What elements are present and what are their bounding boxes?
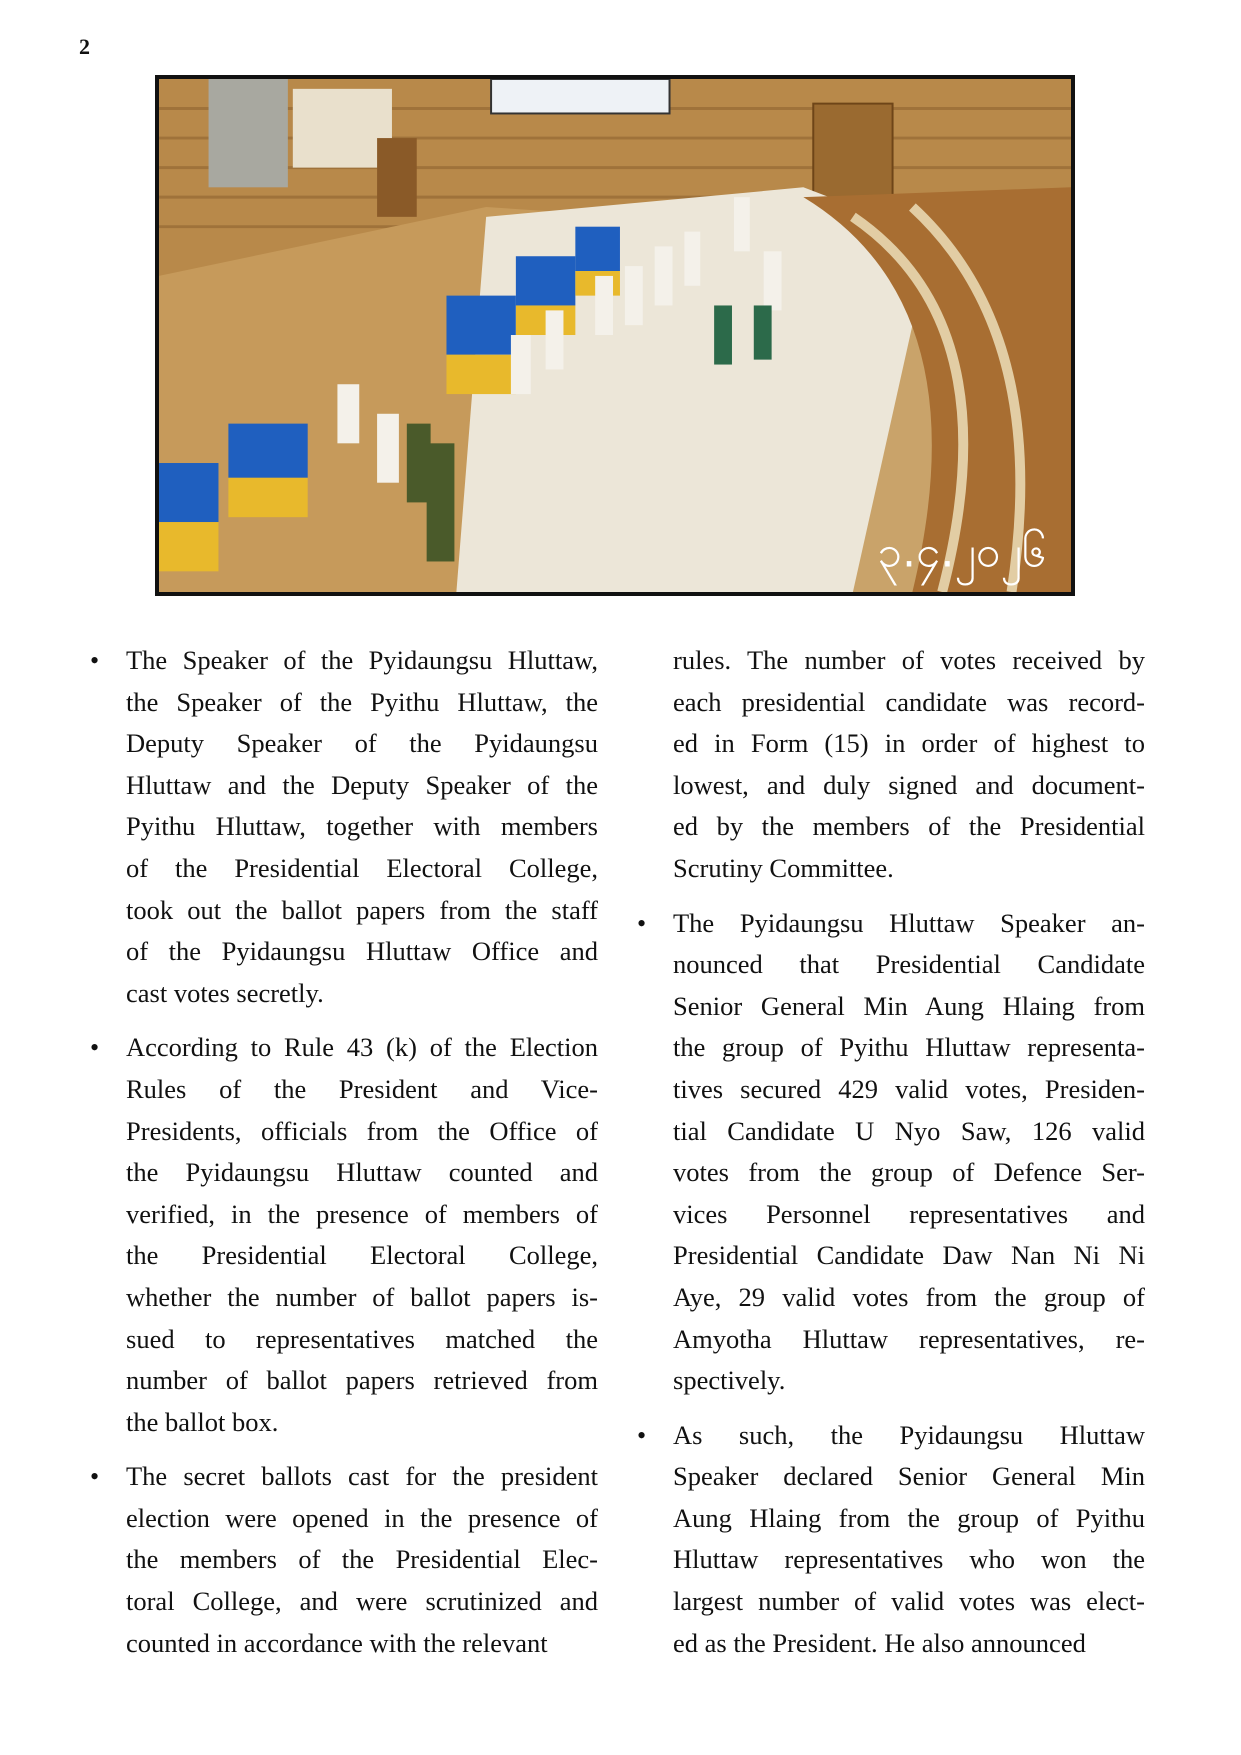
text-line: verified, in the presence of members of — [126, 1198, 598, 1229]
text-line: tial Candidate U Nyo Saw, 126 valid — [673, 1115, 1145, 1146]
bullet-paragraph — [90, 1456, 598, 1664]
text-line: lowest, and duly signed and document- — [673, 769, 1145, 800]
text-line: election were opened in the presence of — [126, 1502, 598, 1533]
text-line: rules. The number of votes received by — [673, 645, 1145, 675]
text-line: Pyithu Hluttaw, together with members — [126, 811, 598, 842]
bullet-paragraph — [637, 903, 1145, 1402]
photo-watermark: ၃.၄.၂၀၂၆ — [877, 527, 1047, 578]
bullet-icon: • — [90, 1033, 100, 1063]
text-line: the members of the Presidential Elec- — [126, 1544, 598, 1575]
text-line: Presidential Candidate Daw Nan Ni Ni — [673, 1240, 1145, 1271]
text-line: cast votes secretly. — [126, 977, 324, 1008]
text-line: Deputy Speaker of the Pyidaungsu — [126, 728, 598, 759]
text-line: Aye, 29 valid votes from the group of — [673, 1281, 1145, 1312]
text-line: the Speaker of the Pyithu Hluttaw, the — [126, 686, 598, 717]
text-line: According to Rule 43 (k) of the Election — [126, 1032, 598, 1063]
text-line: ed by the members of the Presidential — [673, 811, 1145, 842]
bullet-paragraph — [90, 640, 598, 1014]
text-line: of the Pyidaungsu Hluttaw Office and — [126, 936, 598, 967]
text-line: largest number of valid votes was elect- — [673, 1586, 1145, 1617]
bullet-icon: • — [90, 1462, 100, 1492]
text-line: The Speaker of the Pyidaungsu Hluttaw, — [126, 645, 598, 675]
bullet-icon: • — [637, 908, 647, 938]
text-line: spectively. — [673, 1365, 786, 1396]
text-line: ed in Form (15) in order of highest to — [673, 728, 1145, 759]
text-line: the Presidential Electoral College, — [126, 1240, 598, 1271]
right-column — [637, 640, 1145, 1677]
text-line: votes from the group of Defence Ser- — [673, 1157, 1145, 1188]
screen — [491, 79, 669, 113]
text-line: counted in accordance with the relevant — [126, 1627, 548, 1658]
text-line: Amyotha Hluttaw representatives, re- — [673, 1323, 1145, 1354]
photo-illustration — [159, 79, 1071, 592]
text-line: Rules of the President and Vice- — [126, 1073, 598, 1104]
bullet-icon: • — [90, 646, 100, 675]
text-line: took out the ballot papers from the staff — [126, 894, 598, 925]
text-line: The Pyidaungsu Hluttaw Speaker an- — [673, 907, 1145, 938]
text-line: As such, the Pyidaungsu Hluttaw — [673, 1419, 1145, 1450]
text-line: the ballot box. — [126, 1406, 279, 1437]
text-line: ed as the President. He also announced — [673, 1627, 1086, 1658]
door — [377, 138, 417, 217]
bullet-paragraph — [637, 1415, 1145, 1665]
text-line: Senior General Min Aung Hlaing from — [673, 990, 1145, 1021]
text-line: number of ballot papers retrieved from — [126, 1365, 598, 1396]
text-line: whether the number of ballot papers is- — [126, 1281, 598, 1312]
page-number: 2 — [79, 34, 90, 59]
text-line: the Pyidaungsu Hluttaw counted and — [126, 1157, 598, 1188]
text-line: Presidents, officials from the Office of — [126, 1115, 598, 1146]
text-line: sued to representatives matched the — [126, 1323, 598, 1354]
text-line: Speaker declared Senior General Min — [673, 1461, 1145, 1492]
bullet-paragraph — [673, 640, 1145, 890]
text-line: Aung Hlaing from the group of Pyithu — [673, 1502, 1145, 1533]
text-line: Hluttaw representatives who won the — [673, 1544, 1145, 1575]
text-line: of the Presidential Electoral College, — [126, 852, 598, 883]
bullet-icon: • — [637, 1420, 647, 1450]
text-line: toral College, and were scrutinized and — [126, 1586, 598, 1617]
text-line: tives secured 429 valid votes, Presiden- — [673, 1073, 1145, 1104]
bullet-paragraph — [90, 1027, 598, 1443]
text-line: Hluttaw and the Deputy Speaker of the — [126, 769, 598, 800]
lattice-panel — [209, 79, 288, 187]
parliament-voting-photo — [155, 75, 1075, 596]
text-line: vices Personnel representatives and — [673, 1198, 1145, 1229]
text-line: nounced that Presidential Candidate — [673, 949, 1145, 980]
left-column — [90, 640, 598, 1677]
text-line: Scrutiny Committee. — [673, 852, 894, 883]
text-line: each presidential candidate was record- — [673, 686, 1145, 717]
text-line: The secret ballots cast for the president — [126, 1461, 598, 1492]
text-line: the group of Pyithu Hluttaw representa- — [673, 1032, 1145, 1063]
